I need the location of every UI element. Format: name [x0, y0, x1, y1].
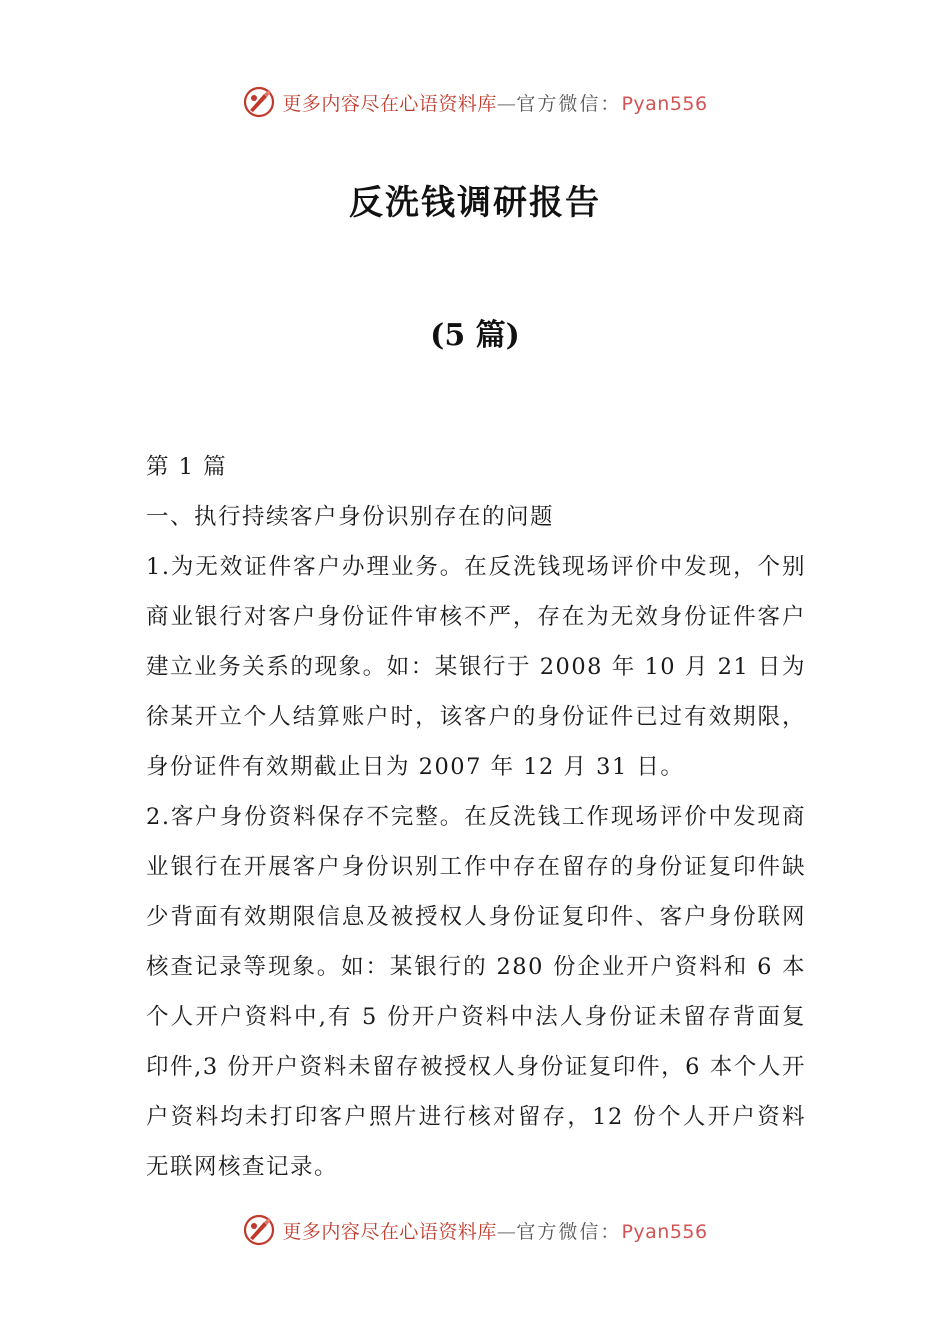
quill-logo-icon [242, 1213, 276, 1247]
document-subtitle: (5 篇) [430, 318, 520, 353]
watermark-text: 更多内容尽在心语资料库—官方微信：Pyan556 [282, 92, 708, 115]
paragraph-1: 1.为无效证件客户办理业务。在反洗钱现场评价中发现，个别商业银行对客户身份证件审核不严，存在为无效身份证件客户建立业务关系的现象。如：某银行于 2008 年 10 月 21 日为徐某开立个人结算账户时，该客户的身份证件已过有效期限，身份证件有效期截止日为 2007 年 12 月 31 日。 [146, 554, 806, 780]
quill-logo-icon [242, 85, 276, 119]
section-heading: 一、执行持续客户身份识别存在的问题 [146, 504, 555, 530]
document-title: 反洗钱调研报告 [349, 183, 601, 223]
document-body [146, 442, 806, 1192]
section-label: 第 1 篇 [146, 454, 228, 480]
watermark-text: 更多内容尽在心语资料库—官方微信：Pyan556 [282, 1220, 708, 1243]
footer-watermark [0, 1210, 950, 1250]
paragraph-2: 2.客户身份资料保存不完整。在反洗钱工作现场评价中发现商业银行在开展客户身份识别工作中存在留存的身份证复印件缺少背面有效期限信息及被授权人身份证复印件、客户身份联网核查记录等现象。如：某银行的 280 份企业开户资料和 6 本个人开户资料中,有 5 份开户资料中法人身份证未留存背面复印件,3 份开户资料未留存被授权人身份证复印件，6 本个人开户资料均未打印客户照片进行核对留存，12 份个人开户资料无联网核查记录。 [146, 804, 806, 1180]
header-watermark [0, 82, 950, 122]
